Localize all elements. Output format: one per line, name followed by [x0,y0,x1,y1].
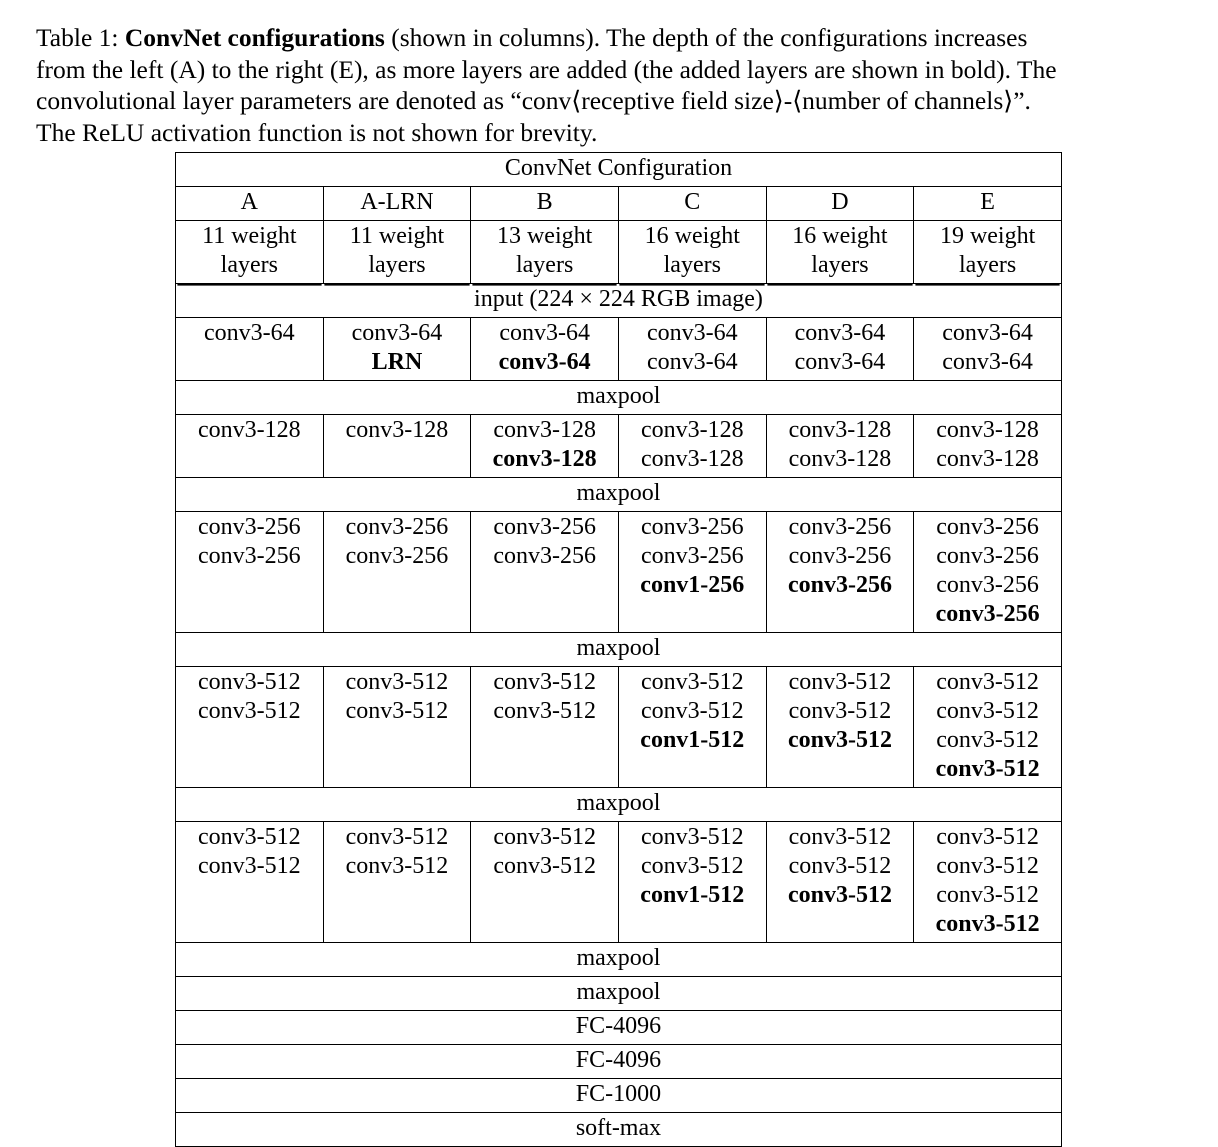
table-block-512-a-row [176,667,1062,788]
layer-label: conv1-512 [640,727,745,753]
layer-label: conv3-64 [351,320,443,346]
depth-line-1: 16 weight [644,223,740,249]
block-64-cell-a-lrn [323,318,471,381]
layer-label: conv3-512 [936,824,1039,850]
layer-label: conv3-64 [942,349,1033,375]
layer-label: conv3-256 [640,543,744,569]
layer-label: conv3-128 [640,446,744,472]
column-header-a-lrn: A-LRN [323,187,471,221]
depth-cell-d [766,221,914,284]
layer-label: conv3-128 [492,446,597,472]
layer-label: conv3-128 [198,417,301,443]
depth-line-2: layers [958,252,1017,278]
fc-1000-cell: FC-1000 [176,1079,1062,1113]
block-128-cell-a-lrn [323,415,471,478]
table-fc2-row [176,1045,1062,1079]
block-128-cell-d [766,415,914,478]
layer-label: conv3-64 [794,349,886,375]
conv-blocks-host [176,318,1062,977]
caption-line-1-rest: (shown in columns). The depth of the configurations increases [384,23,1028,52]
table-maxpool-row-5 [176,943,1062,977]
fc-4096-cell-2: FC-4096 [176,1045,1062,1079]
layer-label: conv3-64 [499,320,590,346]
layer-label: conv3-256 [936,514,1039,540]
table-column-name-row [176,187,1062,221]
layer-label: conv3-512 [788,853,892,879]
layer-label: conv3-512 [936,669,1039,695]
caption-line-4: The ReLU activation function is not shown for brevity. [36,117,598,147]
table-block-64-row [176,318,1062,381]
block-64-cell-e [914,318,1062,381]
block-512-a-cell-d [766,667,914,788]
layer-label: conv3-512 [493,669,596,695]
depth-cell-b [471,221,619,284]
block-512-b-cell-c [618,822,766,943]
layer-label: conv3-512 [788,698,892,724]
depth-cell-a-lrn [323,221,471,284]
block-512-b-cell-a [176,822,324,943]
layer-label: conv3-64 [646,349,738,375]
maxpool-cell-2: maxpool [176,478,1062,512]
table-maxpool-row-3 [176,633,1062,667]
layer-label: conv3-128 [788,417,892,443]
layer-label: conv3-256 [345,514,449,540]
column-header-b: B [471,187,619,221]
layer-label: conv1-512 [640,882,745,908]
column-header-e: E [914,187,1062,221]
block-128-cell-a [176,415,324,478]
depth-line-1: 13 weight [496,223,593,249]
block-512-b-cell-b [471,822,619,943]
layer-label: conv3-512 [788,669,892,695]
layer-label: conv3-512 [198,824,301,850]
layer-label: conv3-512 [493,698,596,724]
layer-label: conv3-512 [198,698,301,724]
layer-label: conv3-256 [345,543,449,569]
depth-line-2: layers [515,252,574,278]
layer-label: conv3-256 [936,572,1039,598]
layer-label: conv3-512 [345,824,449,850]
table-depth-row [176,221,1062,284]
table-softmax-row [176,1113,1062,1147]
layer-label: conv3-256 [787,572,892,598]
layer-label: conv3-128 [345,417,449,443]
block-256-cell-e [914,512,1062,633]
layer-label: conv3-256 [493,514,596,540]
layer-label: conv3-512 [198,853,301,879]
layer-label: conv3-256 [935,601,1040,627]
table-maxpool-row-4 [176,788,1062,822]
table-caption [36,22,1186,148]
depth-line-1: 11 weight [202,223,297,249]
soft-max-cell: soft-max [176,1113,1062,1147]
layer-label: conv3-128 [936,446,1039,472]
layer-label: conv3-512 [640,698,744,724]
block-128-cell-b [471,415,619,478]
layer-label: conv3-256 [493,543,596,569]
layer-label: conv3-256 [788,543,892,569]
layer-label: conv3-512 [640,824,744,850]
layer-label: conv3-512 [493,853,596,879]
depth-line-1: 11 weight [349,223,445,249]
maxpool-cell-4: maxpool [176,788,1062,822]
table-fc1-row [176,1011,1062,1045]
layer-label: conv3-256 [936,543,1039,569]
layer-label: conv3-512 [640,853,744,879]
depth-line-2: layers [368,252,426,278]
block-256-cell-a-lrn [323,512,471,633]
block-512-a-cell-e [914,667,1062,788]
layer-label: conv3-512 [936,727,1039,753]
depth-line-2: layers [663,252,721,278]
block-256-cell-c [618,512,766,633]
layer-label: conv3-512 [936,882,1039,908]
depth-line-1: 19 weight [939,223,1036,249]
depth-cell-c [618,221,766,284]
layer-label: conv3-64 [498,349,591,375]
table-fc3-row [176,1079,1062,1113]
layer-label: conv3-512 [788,824,892,850]
layer-label: conv3-64 [646,320,738,346]
block-64-cell-a [176,318,324,381]
block-512-a-cell-a-lrn [323,667,471,788]
table-block-128-row [176,415,1062,478]
layer-label: conv3-128 [788,446,892,472]
block-512-a-cell-a [176,667,324,788]
layer-label: conv3-256 [640,514,744,540]
block-64-cell-d [766,318,914,381]
block-512-a-cell-b [471,667,619,788]
table-final-maxpool-row [176,977,1062,1011]
maxpool-cell-5: maxpool [176,943,1062,977]
block-256-cell-b [471,512,619,633]
convnet-configuration-table-wrap [175,152,1061,1147]
layer-label: conv3-512 [345,853,449,879]
block-64-cell-b [471,318,619,381]
layer-label: conv3-256 [198,514,301,540]
layer-label: conv1-256 [640,572,745,598]
caption-bold-title: ConvNet configurations [124,23,385,52]
layer-label: conv3-512 [345,698,449,724]
input-cell: input (224 × 224 RGB image) [176,284,1062,318]
column-header-d: D [766,187,914,221]
layer-label: conv3-512 [936,853,1039,879]
table-maxpool-row-2 [176,478,1062,512]
layer-label: conv3-64 [204,320,295,346]
table-maxpool-row-1 [176,381,1062,415]
block-128-cell-c [618,415,766,478]
layer-label: LRN [371,349,423,375]
layer-label: conv3-512 [493,824,596,850]
table-title-cell: ConvNet Configuration [176,153,1062,187]
layer-label: conv3-512 [787,882,892,908]
layer-label: conv3-128 [640,417,744,443]
block-64-cell-c [618,318,766,381]
depth-line-1: 16 weight [792,223,888,249]
fc-4096-cell-1: FC-4096 [176,1011,1062,1045]
caption-label: Table 1: [36,23,119,52]
layer-label: conv3-128 [493,417,596,443]
column-header-a: A [176,187,324,221]
convnet-configuration-table [175,152,1062,1147]
block-512-a-cell-c [618,667,766,788]
layer-label: conv3-512 [640,669,744,695]
block-256-cell-a [176,512,324,633]
caption-line-2: from the left (A) to the right (E), as more layers are added (the added layers are shown in bold). The [36,54,1057,84]
block-256-cell-d [766,512,914,633]
block-512-b-cell-d [766,822,914,943]
caption-line-1 [36,22,1186,54]
layer-label: conv3-512 [935,756,1040,782]
layer-label: conv3-64 [794,320,886,346]
layer-label: conv3-128 [936,417,1039,443]
table-header-title-row [176,153,1062,187]
table-block-256-row [176,512,1062,633]
table-input-row [176,284,1062,318]
layer-label: conv3-512 [198,669,301,695]
caption-line-3: convolutional layer parameters are denoted as “conv⟨receptive field size⟩-⟨number of channels⟩”. [36,86,1031,115]
maxpool-cell-1: maxpool [176,381,1062,415]
maxpool-cell-3: maxpool [176,633,1062,667]
layer-label: conv3-256 [788,514,892,540]
layer-label: conv3-512 [345,669,449,695]
layer-label: conv3-512 [935,911,1040,937]
column-header-c: C [618,187,766,221]
layer-label: conv3-512 [936,698,1039,724]
layer-label: conv3-256 [198,543,301,569]
depth-cell-e [914,221,1062,284]
block-128-cell-e [914,415,1062,478]
maxpool-cell-final: maxpool [176,977,1062,1011]
table-block-512-b-row [176,822,1062,943]
layer-label: conv3-64 [942,320,1033,346]
block-512-b-cell-a-lrn [323,822,471,943]
block-512-b-cell-e [914,822,1062,943]
layer-label: conv3-512 [787,727,892,753]
depth-cell-a [176,221,324,284]
depth-line-2: layers [811,252,869,278]
depth-line-2: layers [220,252,278,278]
